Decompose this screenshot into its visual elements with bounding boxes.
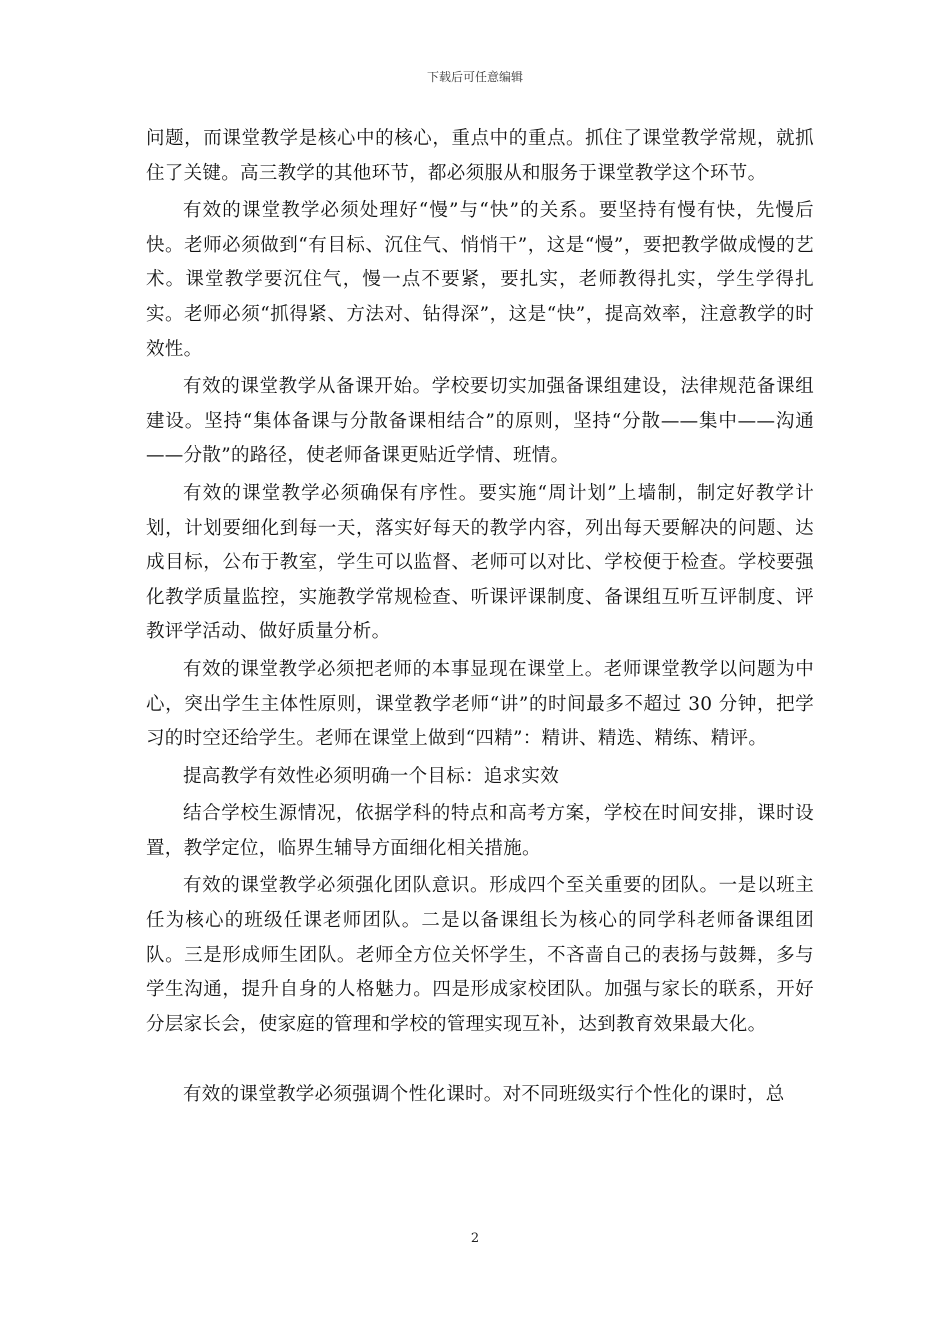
paragraph-2: 有效的课堂教学必须处理好“慢”与“快”的关系。要坚持有慢有快，先慢后快。老师必须做到“有目标、沉住气、悄悄干”，这是“慢”，要把教学做成慢的艺术。课堂教学要沉住气，慢一点不要紧，要扎实，老师教得扎实，学生学得扎实。老师必须“抓得紧、方法对、钻得深”，这是“快”，提高效率，注意教学的时效性。 — [146, 200, 814, 360]
paragraph-4: 有效的课堂教学必须确保有序性。要实施“周计划”上墙制，制定好教学计划，计划要细化到每一天，落实好每天的教学内容，列出每天要解决的问题、达成目标，公布于教室，学生可以监督、老师可以对比、学校便于检查。学校要强化教学质量监控，实施教学常规检查、听课评课制度、备课组互听互评制度、评教评学活动、做好质量分析。 — [146, 482, 814, 643]
document-body — [146, 122, 814, 1116]
paragraph-8: 有效的课堂教学必须强调个性化课时。对不同班级实行个性化的课时，总 — [183, 1084, 785, 1106]
page-number: 2 — [470, 1231, 480, 1246]
paragraph-7: 有效的课堂教学必须强化团队意识。形成四个至关重要的团队。一是以班主任为核心的班级任课老师团队。二是以备课组长为核心的同学科老师备课组团队。三是形成师生团队。老师全方位关怀学生，不吝啬自己的表扬与鼓舞，多与学生沟通，提升自身的人格魅力。四是形成家校团队。加强与家长的联系，开好分层家长会，使家庭的管理和学校的管理实现互补，达到教育效果最大化。 — [146, 875, 814, 1035]
paragraph-1: 问题，而课堂教学是核心中的核心，重点中的重点。抓住了课堂教学常规，就抓住了关键。高三教学的其他环节，都必须服从和服务于课堂教学这个环节。 — [146, 128, 814, 184]
section-heading: 提高教学有效性必须明确一个目标：追求实效 — [183, 765, 560, 787]
paragraph-3: 有效的课堂教学从备课开始。学校要切实加强备课组建设，法律规范备课组建设。坚持“集体备课与分散备课相结合”的原则，坚持“分散——集中——沟通——分散”的路径，使老师备课更贴近学情、班情。 — [146, 376, 814, 467]
paragraph-5: 有效的课堂教学必须把老师的本事显现在课堂上。老师课堂教学以问题为中心，突出学生主体性原则，课堂教学老师“讲”的时间最多不超过 30 分钟，把学习的时空还给学生。老师在课堂上做到“四精”：精讲、精选、精练、精评。 — [146, 658, 814, 750]
page-header: 下载后可任意编辑 — [426, 70, 523, 84]
paragraph-6: 结合学校生源情况，依据学科的特点和高考方案，学校在时间安排，课时设置，教学定位，临界生辅导方面细化相关措施。 — [146, 803, 814, 859]
